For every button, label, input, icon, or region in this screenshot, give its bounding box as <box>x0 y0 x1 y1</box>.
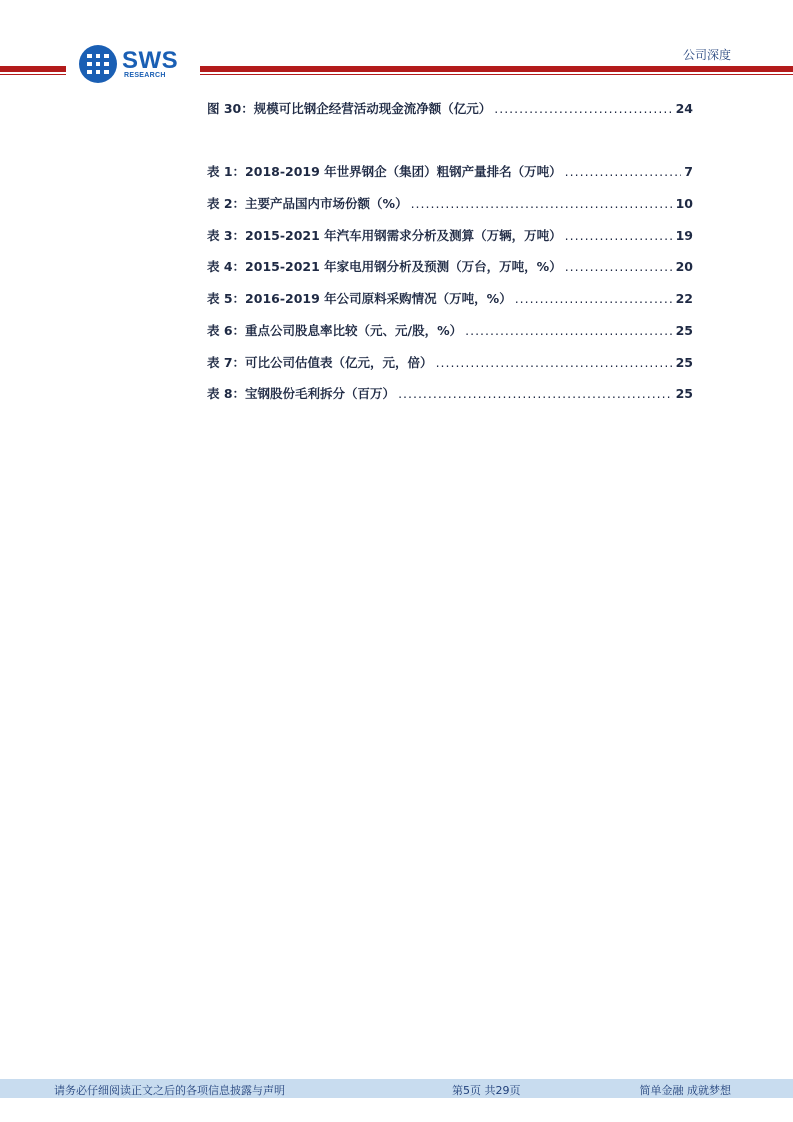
sws-logo <box>78 44 188 86</box>
toc-entry-label: 表 2：主要产品国内市场份额（%） <box>207 196 408 211</box>
toc-entry[interactable] <box>207 289 693 321</box>
logo-brand-text: SWS <box>122 47 179 74</box>
header-rule-right-thin <box>200 74 793 75</box>
toc-entry-page: 24 <box>675 101 693 116</box>
footer-disclaimer: 请务必仔细阅读正文之后的各项信息披露与声明 <box>54 1084 285 1097</box>
toc-leader-dots <box>565 259 673 274</box>
toc-leader-dots <box>411 196 673 211</box>
page-number: 第5页 共29页 <box>452 1084 521 1097</box>
toc-leader-dots <box>565 228 673 243</box>
toc-entry-label: 表 6：重点公司股息率比较（元、元/股，%） <box>207 323 463 338</box>
toc-entry-label: 表 7：可比公司估值表（亿元，元，倍） <box>207 355 433 370</box>
logo-sub-text: RESEARCH <box>124 72 166 79</box>
toc-entry-page: 7 <box>684 164 693 179</box>
toc-entry[interactable] <box>207 353 693 384</box>
toc-entry[interactable] <box>207 321 693 353</box>
toc-entry-label: 表 5：2016-2019 年公司原料采购情况（万吨，%） <box>207 291 512 306</box>
table-list <box>207 162 693 416</box>
toc-entry[interactable] <box>207 99 693 121</box>
toc-leader-dots <box>465 323 672 338</box>
header-rule-right <box>200 66 793 72</box>
toc-entry-page: 22 <box>675 291 693 306</box>
toc-leader-dots <box>565 164 682 179</box>
sws-logo-mark-icon <box>78 44 118 84</box>
header-rule-left <box>0 66 66 72</box>
toc-entry[interactable] <box>207 384 693 416</box>
toc-entry[interactable] <box>207 257 693 289</box>
header-rule-left-thin <box>0 74 66 75</box>
footer-slogan: 简单金融 成就梦想 <box>639 1084 731 1097</box>
toc-entry-page: 25 <box>675 355 693 370</box>
toc-entry-page: 20 <box>675 259 693 274</box>
toc-entry[interactable] <box>207 162 693 194</box>
toc-entry-page: 25 <box>675 386 693 401</box>
toc-entry[interactable] <box>207 226 693 257</box>
toc-entry-page: 25 <box>675 323 693 338</box>
toc-leader-dots <box>494 101 672 116</box>
toc-entry-label: 表 3：2015-2021 年汽车用钢需求分析及测算（万辆，万吨） <box>207 228 562 243</box>
toc-entry-label: 表 1：2018-2019 年世界钢企（集团）粗钢产量排名（万吨） <box>207 164 562 179</box>
report-type-tag: 公司深度 <box>682 48 731 62</box>
toc-entry-label: 表 8：宝钢股份毛利拆分（百万） <box>207 386 396 401</box>
toc-entry-page: 19 <box>675 228 693 243</box>
toc-entry-label: 图 30：规模可比钢企经营活动现金流净额（亿元） <box>207 101 492 116</box>
toc-leader-dots <box>398 386 673 401</box>
toc-entry[interactable] <box>207 194 693 226</box>
figure-list <box>207 99 693 121</box>
toc-entry-label: 表 4：2015-2021 年家电用钢分析及预测（万台，万吨，%） <box>207 259 562 274</box>
toc-entry-page: 10 <box>675 196 693 211</box>
toc-leader-dots <box>436 355 673 370</box>
toc-leader-dots <box>515 291 673 306</box>
